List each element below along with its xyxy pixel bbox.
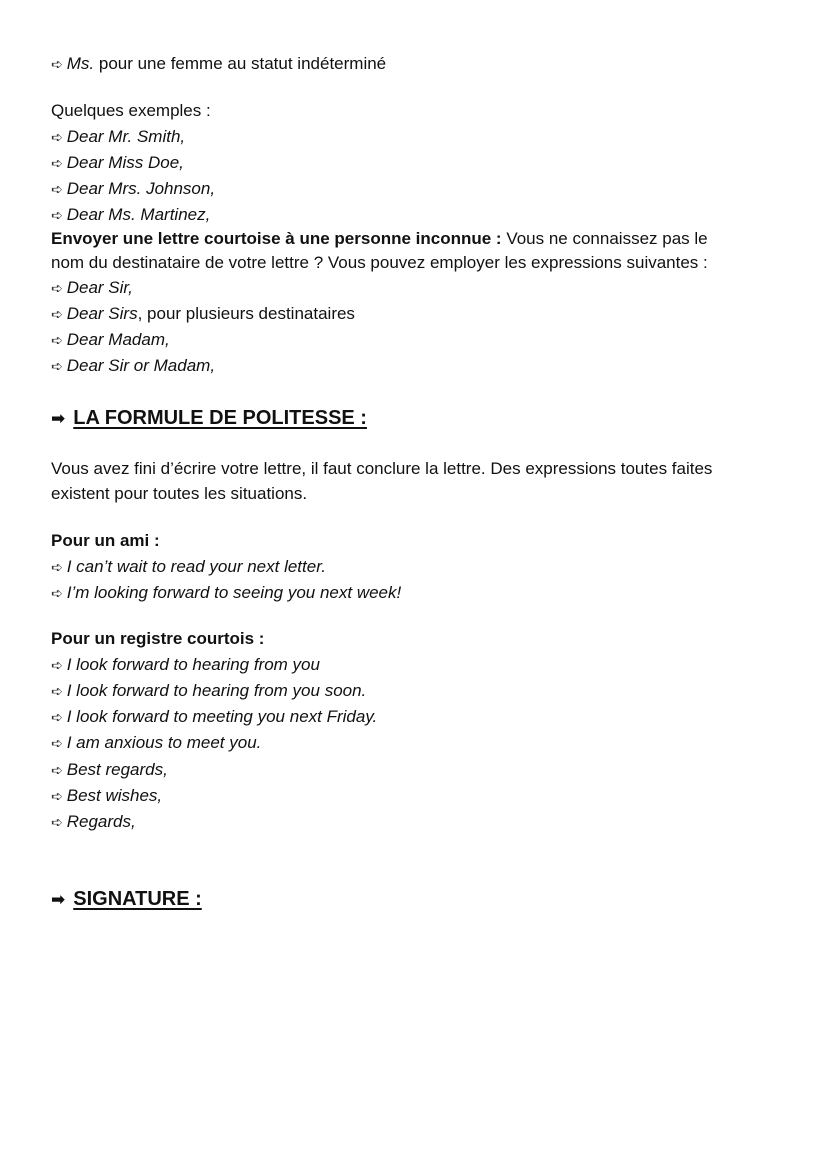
formule-heading: ➡ LA FORMULE DE POLITESSE : <box>51 405 367 432</box>
list-item: ➪ Dear Mrs. Johnson, <box>51 179 216 198</box>
examples-label: Quelques exemples : <box>51 101 211 120</box>
arrow-icon: ➪ <box>51 129 63 145</box>
ms-term: Ms. <box>66 54 95 73</box>
arrow-icon: ➪ <box>51 559 63 575</box>
unknown-recipient-title: Envoyer une lettre courtoise à une personne inconnue : <box>51 229 502 248</box>
list-item: ➪ Dear Ms. Martinez, <box>51 205 211 224</box>
unknown-recipient-intro: Envoyer une lettre courtoise à une personne inconnue : Vous ne connaissez pas le <box>51 229 708 248</box>
list-item: ➪ Dear Sir or Madam, <box>51 356 216 375</box>
formule-paragraph-line-2: existent pour toutes les situations. <box>51 484 308 503</box>
arrow-icon: ➪ <box>51 762 63 778</box>
arrow-icon: ➪ <box>51 585 63 601</box>
arrow-icon: ➪ <box>51 657 63 673</box>
arrow-icon: ➪ <box>51 735 63 751</box>
formule-paragraph-line-1: Vous avez fini d’écrire votre lettre, il faut conclure la lettre. Des expressions toutes faites <box>51 459 713 478</box>
right-arrow-icon: ➡ <box>51 409 66 428</box>
arrow-icon: ➪ <box>51 709 63 725</box>
list-item: ➪ Dear Miss Doe, <box>51 153 184 172</box>
list-item: ➪ Best regards, <box>51 760 168 779</box>
ms-description: pour une femme au statut indéterminé <box>98 54 387 73</box>
arrow-icon: ➪ <box>51 306 63 322</box>
arrow-icon: ➪ <box>51 280 63 296</box>
courtois-label: Pour un registre courtois : <box>51 629 265 648</box>
arrow-icon: ➪ <box>51 814 63 830</box>
ms-line <box>51 51 386 77</box>
arrow-icon: ➪ <box>51 358 63 374</box>
arrow-icon: ➪ <box>51 56 63 72</box>
list-item: ➪ I look forward to hearing from you soon. <box>51 681 367 700</box>
list-item: ➪ Best wishes, <box>51 786 163 805</box>
list-item: ➪ Dear Sir, <box>51 278 133 297</box>
list-item: ➪ I look forward to meeting you next Friday. <box>51 707 378 726</box>
list-item: ➪ I can’t wait to read your next letter. <box>51 557 326 576</box>
unknown-recipient-text: nom du destinataire de votre lettre ? Vous pouvez employer les expressions suivantes : <box>51 253 708 272</box>
list-item: ➪ Dear Mr. Smith, <box>51 127 186 146</box>
list-item: ➪ I’m looking forward to seeing you next week! <box>51 583 402 602</box>
arrow-icon: ➪ <box>51 332 63 348</box>
right-arrow-icon: ➡ <box>51 890 66 909</box>
list-item: ➪ Dear Madam, <box>51 330 170 349</box>
ami-label: Pour un ami : <box>51 531 160 550</box>
signature-heading: ➡ SIGNATURE : <box>51 886 202 913</box>
arrow-icon: ➪ <box>51 788 63 804</box>
list-item: ➪ I look forward to hearing from you <box>51 655 320 674</box>
list-item: ➪ Dear Sirs, pour plusieurs destinataires <box>51 304 355 323</box>
list-item: ➪ Regards, <box>51 812 136 831</box>
arrow-icon: ➪ <box>51 683 63 699</box>
list-item: ➪ I am anxious to meet you. <box>51 733 262 752</box>
arrow-icon: ➪ <box>51 207 63 223</box>
arrow-icon: ➪ <box>51 155 63 171</box>
arrow-icon: ➪ <box>51 181 63 197</box>
